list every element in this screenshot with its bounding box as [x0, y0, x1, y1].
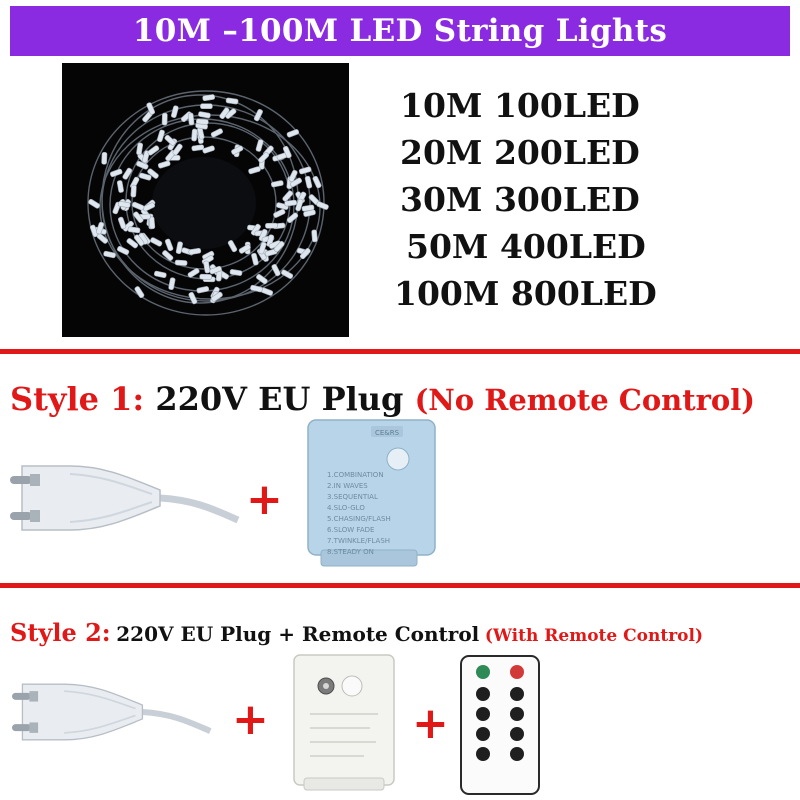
led-bulb	[188, 248, 201, 255]
led-bulb	[198, 111, 211, 118]
led-bulb	[191, 129, 197, 141]
led-bulb	[299, 166, 312, 174]
led-bulb	[281, 269, 294, 279]
controller-mode-1: 1.COMBINATION	[327, 471, 384, 479]
led-bulb	[202, 145, 215, 153]
controller-mode-3: 3.SEQUENTIAL	[327, 493, 378, 501]
style1-note: (No Remote Control)	[414, 383, 756, 417]
led-bulb	[196, 119, 208, 125]
controller-mode-8: 8.STEADY ON	[327, 548, 374, 556]
led-bulb	[171, 105, 179, 118]
controller-mode-2: 2.IN WAVES	[327, 482, 368, 490]
spec-item: 30M 300LED	[400, 180, 640, 219]
plus-sign: +	[412, 698, 449, 749]
led-bulb	[284, 200, 297, 206]
plus-sign: +	[232, 694, 269, 745]
spec-item: 20M 200LED	[400, 133, 640, 172]
style2-note: (With Remote Control)	[484, 626, 704, 646]
led-bulb	[154, 271, 167, 278]
led-bulb	[96, 233, 108, 245]
led-bulb	[316, 201, 329, 210]
controller-mode-7: 7.TWINKLE/FLASH	[327, 537, 391, 545]
led-bulb	[187, 268, 200, 279]
section-divider	[0, 583, 800, 588]
led-bulb	[128, 227, 141, 233]
controller-mode-6: 6.SLOW FADE	[327, 526, 375, 534]
plus-sign: +	[246, 474, 283, 525]
led-bulb	[273, 209, 286, 219]
led-bulb	[101, 152, 107, 164]
led-bulb	[311, 230, 317, 242]
led-bulb	[286, 129, 299, 138]
style1-plug: 220V EU Plug	[155, 380, 404, 418]
style1-label: Style 1:	[10, 380, 145, 418]
led-bulb	[165, 238, 174, 251]
led-bulb	[203, 261, 210, 274]
led-bulb	[88, 199, 101, 210]
led-bulb	[251, 253, 259, 266]
led-bulb	[227, 240, 237, 253]
led-bulb	[168, 277, 175, 290]
controller-mode-5: 5.CHASING/FLASH	[327, 515, 391, 523]
led-string-photo	[62, 63, 349, 337]
style2-plug: 220V EU Plug + Remote Control	[116, 622, 480, 646]
led-bulb	[117, 246, 130, 256]
led-bulb	[110, 168, 123, 177]
led-bulb	[150, 237, 163, 247]
led-bulb	[157, 129, 165, 142]
controller-brand: CE&RS	[374, 429, 400, 437]
led-bulb	[248, 166, 261, 174]
style1-heading	[10, 380, 755, 418]
remote-receiver-box-image	[290, 652, 400, 794]
led-bulb	[265, 223, 277, 228]
spec-list	[394, 82, 700, 317]
controller-box-image	[305, 416, 440, 571]
led-bulb	[256, 139, 264, 152]
remote-control-image	[455, 654, 545, 796]
style2-label: Style 2:	[10, 618, 111, 647]
led-bulb	[200, 274, 212, 279]
led-bulb	[175, 260, 187, 266]
led-bulb	[118, 217, 127, 230]
led-bulb	[200, 104, 212, 109]
led-bulb	[230, 269, 243, 276]
led-bulb	[192, 144, 205, 151]
spec-item: 100M 800LED	[394, 274, 657, 313]
eu-plug-image-2	[12, 668, 212, 756]
spec-item: 10M 100LED	[400, 86, 640, 125]
led-bulb	[162, 113, 167, 125]
spec-item: 50M 400LED	[406, 227, 646, 266]
led-bulb	[158, 160, 171, 168]
banner-title: 10M –100M LED String Lights	[132, 13, 668, 49]
led-bulb	[305, 176, 313, 189]
led-bulb	[117, 180, 124, 193]
controller-mode-4: 4.SLO-GLO	[327, 504, 365, 512]
style2-heading	[10, 618, 703, 647]
title-banner	[10, 6, 790, 56]
eu-plug-image	[10, 448, 240, 548]
led-bulb	[196, 286, 209, 293]
section-divider	[0, 349, 800, 354]
led-bulb	[188, 113, 194, 125]
led-bulb	[271, 264, 281, 277]
led-bulb	[226, 98, 239, 105]
led-bulb	[132, 201, 145, 210]
led-bulb	[131, 185, 137, 197]
led-bulb	[210, 128, 223, 138]
